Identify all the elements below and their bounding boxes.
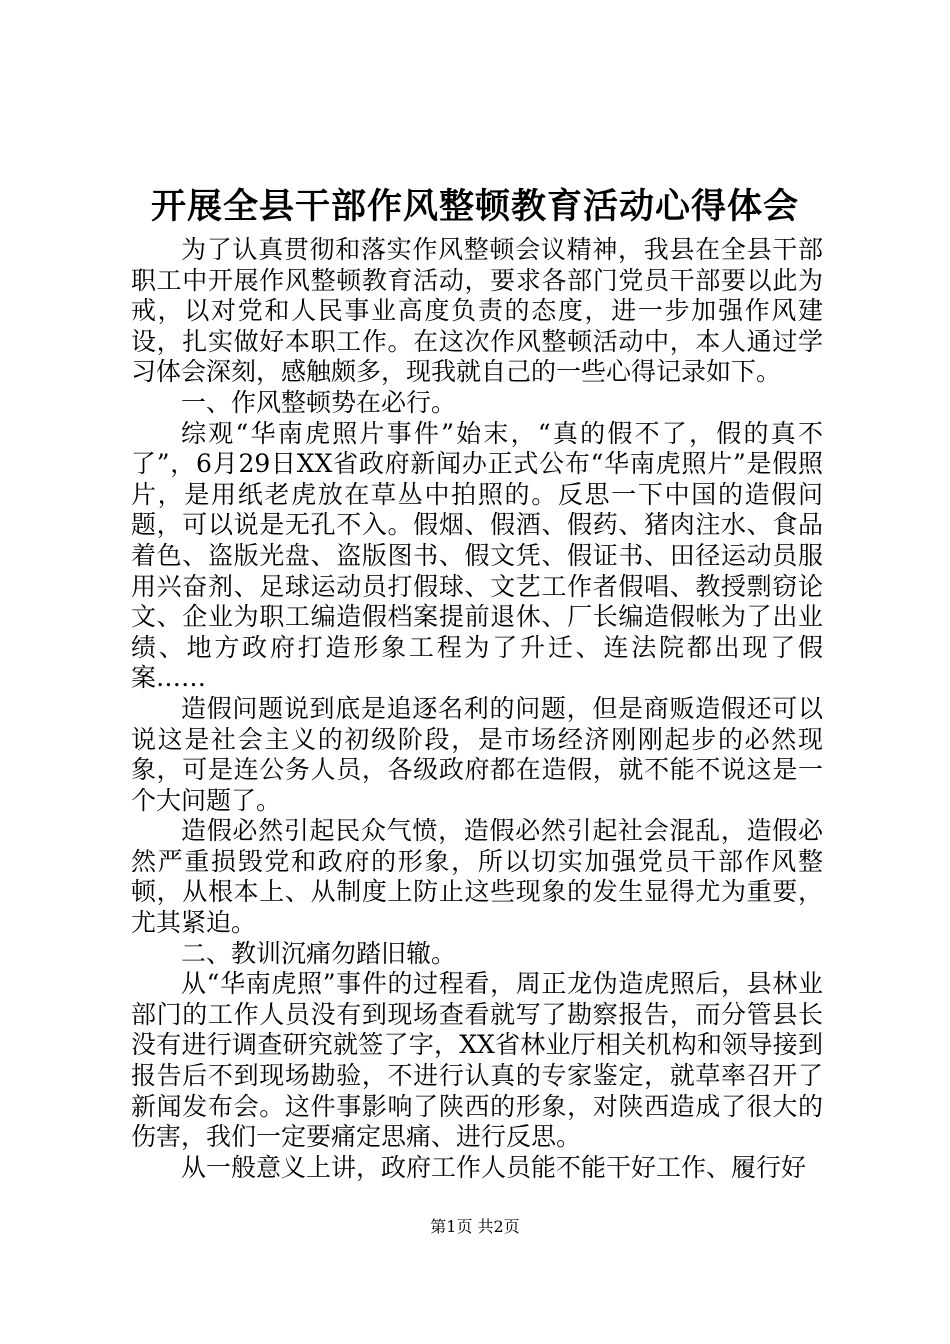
- document-body: [131, 235, 823, 1183]
- paragraph-intro: 为了认真贯彻和落实作风整顿会议精神，我县在全县干部职工中开展作风整顿教育活动，要求各部门党员干部要以此为戒，以对党和人民事业高度负责的态度，进一步加强作风建设，扎实做好本职工作。在这次作风整顿活动中，本人通过学习体会深刻，感触颇多，现我就自己的一些心得记录如下。: [131, 235, 823, 387]
- paragraph-general: 从一般意义上讲，政府工作人员能不能干好工作、履行好: [181, 1152, 807, 1182]
- paragraph-tiger-photo: 综观“华南虎照片事件”始末，“真的假不了，假的真不了”，6月29日XX省政府新闻办正式公布“华南虎照片”是假照片，是用纸老虎放在草丛中拍照的。反思一下中国的造假问题，可以说是无孔不入。假烟、假酒、假药、猪肉注水、食品着色、盗版光盘、盗版图书、假文凭、假证书、田径运动员服用兴奋剂、足球运动员打假球、文艺工作者假唱、教授剽窃论文、企业为职工编造假档案提前退休、厂长编造假帐为了出业绩、地方政府打造形象工程为了升迁、连法院都出现了假案……: [131, 418, 823, 693]
- paragraph-lesson: 从“华南虎照”事件的过程看，周正龙伪造虎照后，县林业部门的工作人员没有到现场查看就写了勘察报告，而分管县长没有进行调查研究就签了字，XX省林业厅相关机构和领导接到报告后不到现场勘验，不进行认真的专家鉴定，就草率召开了新闻发布会。这件事影响了陕西的形象，对陕西造成了很大的伤害，我们一定要痛定思痛、进行反思。: [131, 969, 823, 1152]
- page-footer: 第1页 共2页: [430, 1217, 520, 1236]
- paragraph-fraud-problem: 造假问题说到底是追逐名利的问题，但是商贩造假还可以说这是社会主义的初级阶段，是市场经济刚刚起步的必然现象，可是连公务人员，各级政府都在造假，就不能不说这是一个大问题了。: [131, 693, 823, 815]
- section-heading-2: 二、教训沉痛勿踏旧辙。: [181, 938, 457, 968]
- section-heading-1: 一、作风整顿势在必行。: [181, 387, 457, 417]
- paragraph-fraud-consequence: 造假必然引起民众气愤，造假必然引起社会混乱，造假必然严重损毁党和政府的形象，所以切实加强党员干部作风整顿，从根本上、从制度上防止这些现象的发生显得尤为重要，尤其紧迫。: [131, 816, 823, 938]
- document-title: 开展全县干部作风整顿教育活动心得体会: [150, 186, 799, 227]
